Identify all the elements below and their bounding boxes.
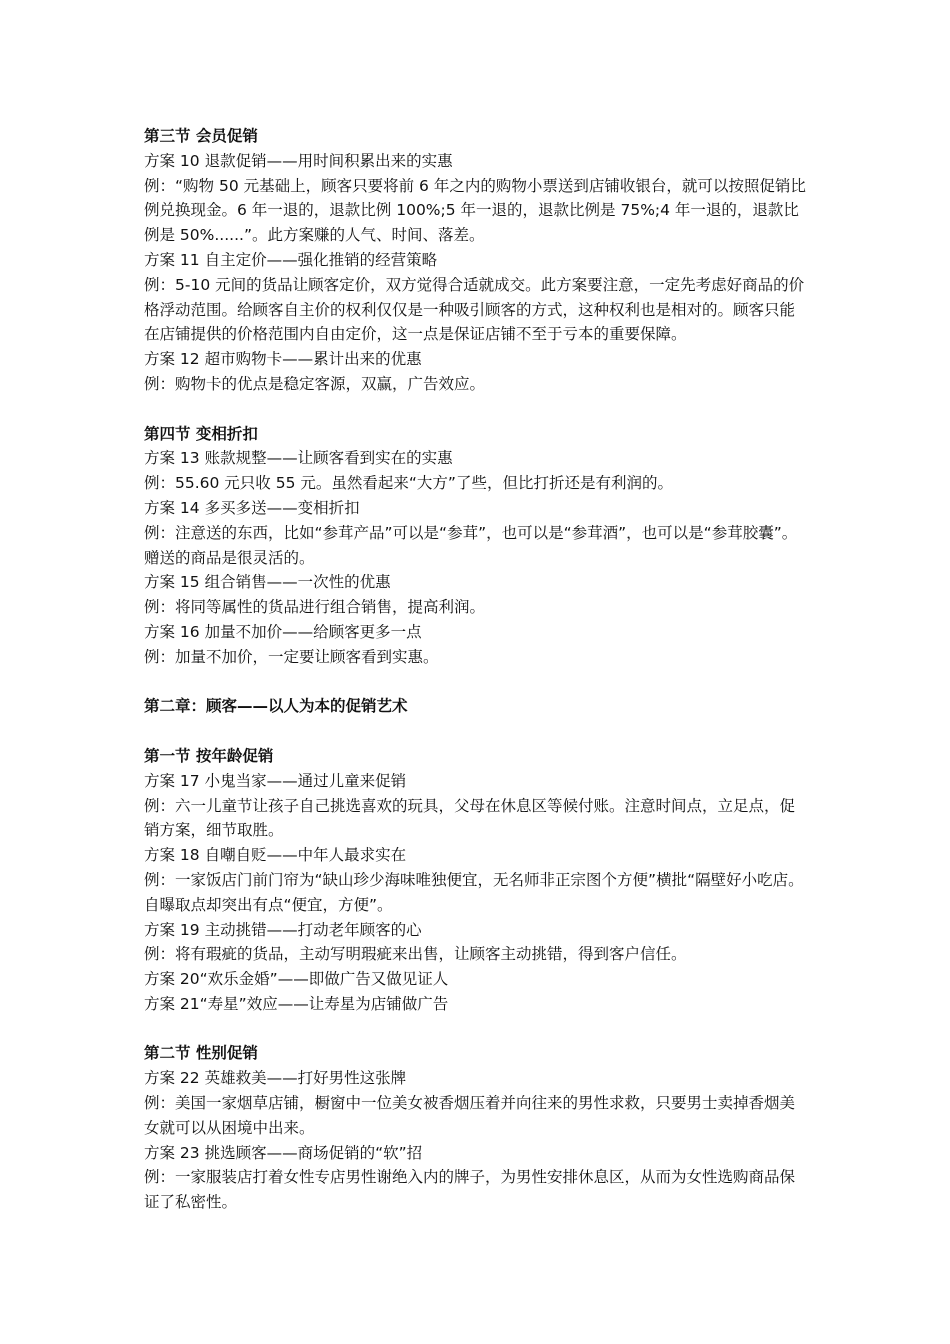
plan-title: 方案 10 退款促销——用时间积累出来的实惠 bbox=[144, 151, 453, 170]
paragraph-gap bbox=[144, 670, 810, 695]
section-heading: 第四节 变相折扣 bbox=[144, 424, 258, 443]
plan-example: 例：“购物 50 元基础上，顾客只要将前 6 年之内的购物小票送到店铺收银台，就可以按照促销比例兑换现金。6 年一退的，退款比例 100%;5 年一退的，退款比例是 75%;4 年一退的，退款比例是 50%......”。此方案赚的人气、时间、落差。 bbox=[144, 176, 806, 245]
plan-example: 例：将同等属性的货品进行组合销售，提高利润。 bbox=[144, 598, 486, 617]
plan-title: 方案 18 自嘲自贬——中年人最求实在 bbox=[144, 846, 407, 865]
section-heading: 第二节 性别促销 bbox=[144, 1044, 258, 1063]
paragraph-gap bbox=[144, 397, 810, 422]
plan-title: 方案 21“寿星”效应——让寿星为店铺做广告 bbox=[144, 994, 449, 1013]
plan-example: 例：一家服装店打着女性专店男性谢绝入内的牌子，为男性安排休息区，从而为女性选购商品保证了私密性。 bbox=[144, 1168, 796, 1212]
plan-example: 例：注意送的东西，比如“参茸产品”可以是“参茸”，也可以是“参茸酒”，也可以是“参茸胶囊”。赠送的商品是很灵活的。 bbox=[144, 523, 798, 567]
plan-title: 方案 13 账款规整——让顾客看到实在的实惠 bbox=[144, 449, 453, 468]
plan-title: 方案 11 自主定价——强化推销的经营策略 bbox=[144, 250, 438, 269]
plan-title: 方案 20“欢乐金婚”——即做广告又做见证人 bbox=[144, 970, 449, 989]
section-heading: 第三节 会员促销 bbox=[144, 127, 258, 145]
plan-example: 例：六一儿童节让孩子自己挑选喜欢的玩具，父母在休息区等候付账。注意时间点，立足点，促销方案，细节取胜。 bbox=[144, 796, 796, 840]
plan-example: 例：5-10 元间的货品让顾客定价，双方觉得合适就成交。此方案要注意，一定先考虑好商品的价格浮动范围。给顾客自主价的权利仅仅是一种吸引顾客的方式，这种权利也是相对的。顾客只能在店铺提供的价格范围内自由定价，这一点是保证店铺不至于亏本的重要保障。 bbox=[144, 275, 805, 344]
plan-title: 方案 16 加量不加价——给顾客更多一点 bbox=[144, 622, 422, 641]
plan-title: 方案 12 超市购物卡——累计出来的优惠 bbox=[144, 350, 422, 369]
plan-example: 例：将有瑕疵的货品，主动写明瑕疵来出售，让顾客主动挑错，得到客户信任。 bbox=[144, 945, 687, 964]
plan-example: 例：一家饭店门前门帘为“缺山珍少海味唯独便宜，无名师非正宗图个方便”横批“隔壁好小吃店。自曝取点却突出有点“便宜，方便”。 bbox=[144, 870, 804, 914]
plan-title: 方案 17 小鬼当家——通过儿童来促销 bbox=[144, 771, 407, 790]
section-heading: 第一节 按年龄促销 bbox=[144, 746, 274, 765]
paragraph-gap bbox=[144, 1017, 810, 1042]
plan-title: 方案 22 英雄救美——打好男性这张牌 bbox=[144, 1069, 407, 1088]
plan-title: 方案 15 组合销售——一次性的优惠 bbox=[144, 573, 391, 592]
plan-title: 方案 19 主动挑错——打动老年顾客的心 bbox=[144, 920, 422, 939]
plan-example: 例：美国一家烟草店铺，橱窗中一位美女被香烟压着并向往来的男性求救，只要男士卖掉香烟美女就可以从困境中出来。 bbox=[144, 1094, 796, 1137]
plan-title: 方案 23 挑选顾客——商场促销的“软”招 bbox=[144, 1143, 423, 1162]
plan-example: 例：加量不加价，一定要让顾客看到实惠。 bbox=[144, 647, 439, 666]
document-body bbox=[144, 124, 810, 1215]
plan-example: 例：购物卡的优点是稳定客源，双赢，广告效应。 bbox=[144, 374, 486, 393]
plan-title: 方案 14 多买多送——变相折扣 bbox=[144, 498, 360, 517]
plan-example: 例：55.60 元只收 55 元。虽然看起来“大方”了些，但比打折还是有利润的。 bbox=[144, 474, 673, 493]
paragraph-gap bbox=[144, 719, 810, 744]
chapter-heading: 第二章：顾客——以人为本的促销艺术 bbox=[144, 697, 408, 716]
